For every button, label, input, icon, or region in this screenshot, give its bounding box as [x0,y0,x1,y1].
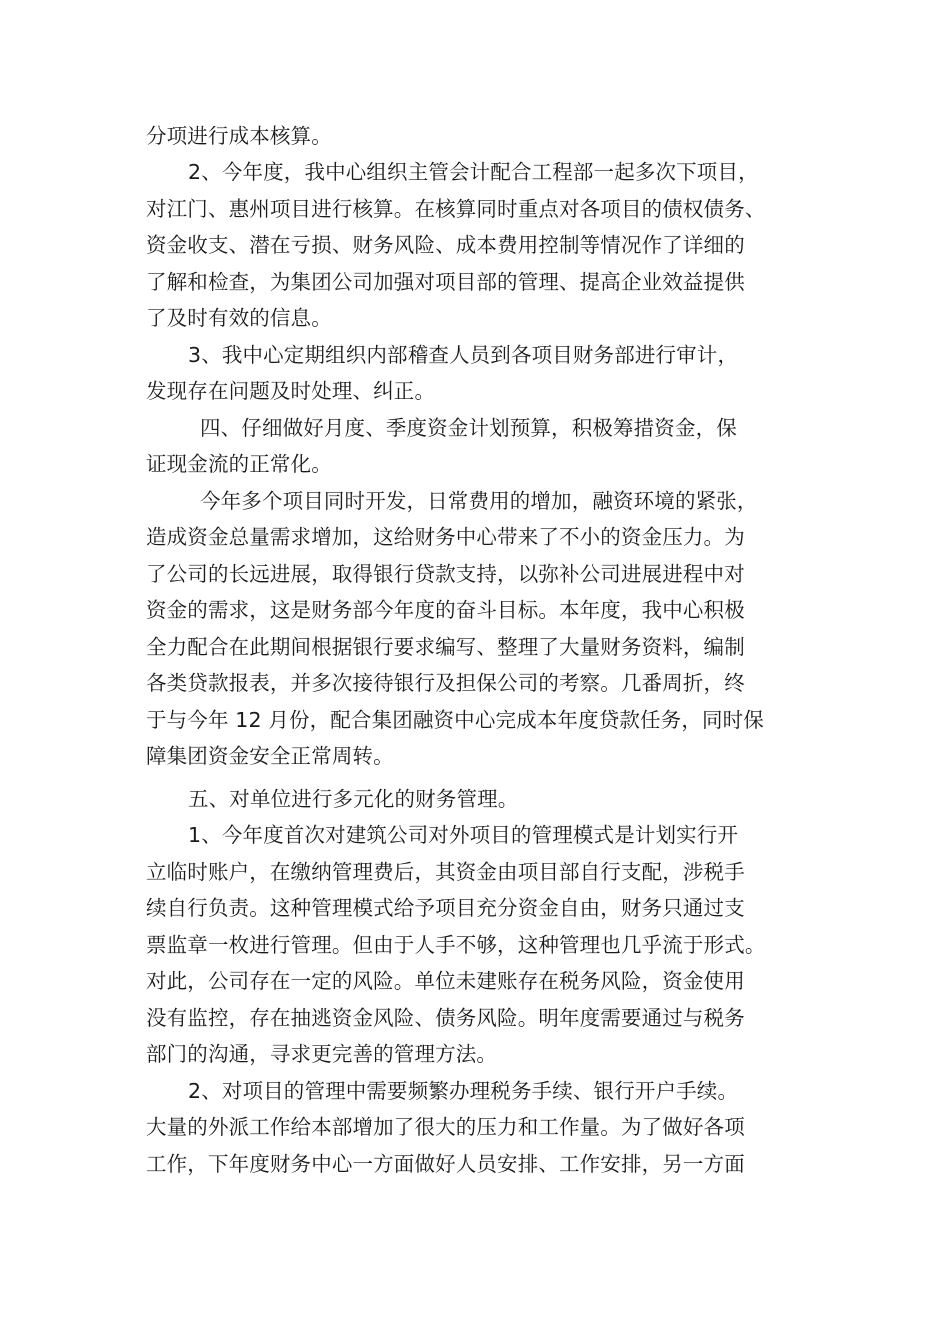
text-line: 分项进行成本核算。 [146,124,332,148]
text-line: 了解和检查，为集团公司加强对项目部的管理、提高企业效益提供 [146,270,745,294]
text-line: 资金收支、潜在亏损、财务风险、成本费用控制等情况作了详细的 [146,233,745,257]
text-line: 造成资金总量需求增加，这给财务中心带来了不小的资金压力。为 [146,525,745,549]
text-line: 2、今年度，我中心组织主管会计配合工程部一起多次下项目， [188,160,759,184]
text-line: 续自行负责。这种管理模式给予项目充分资金自由，财务只通过支 [146,896,745,920]
text-line: 部门的沟通，寻求更完善的管理方法。 [146,1042,498,1066]
text-line: 障集团资金安全正常周转。 [146,744,394,768]
text-line: 资金的需求，这是财务部今年度的奋斗目标。本年度，我中心积极 [146,598,745,622]
text-line: 全力配合在此期间根据银行要求编写、整理了大量财务资料，编制 [146,635,745,659]
text-line: 工作，下年度财务中心一方面做好人员安排、工作安排，另一方面 [146,1152,745,1176]
text-line: 对江门、惠州项目进行核算。在核算同时重点对各项目的债权债务、 [146,197,766,221]
text-line: 于与今年 12 月份，配合集团融资中心完成本年度贷款任务，同时保 [146,708,764,732]
text-line: 票监章一枚进行管理。但由于人手不够，这种管理也几乎流于形式。 [146,933,766,957]
text-line: 了及时有效的信息。 [146,306,332,330]
text-line: 2、对项目的管理中需要频繁办理税务手续、银行开户手续。 [188,1079,739,1103]
text-line: 各类贷款报表，并多次接待银行及担保公司的考察。几番周折，终 [146,671,745,695]
text-line: 立临时账户，在缴纳管理费后，其资金由项目部自行支配，涉税手 [146,860,745,884]
text-line: 了公司的长远进展，取得银行贷款支持，以弥补公司进展进程中对 [146,562,745,586]
text-line: 今年多个项目同时开发，日常费用的增加，融资环境的紧张， [200,489,758,513]
text-line: 对此，公司存在一定的风险。单位未建账存在税务风险，资金使用 [146,969,745,993]
text-line: 没有监控，存在抽逃资金风险、债务风险。明年度需要通过与税务 [146,1006,745,1030]
text-line: 证现金流的正常化。 [146,452,332,476]
text-line: 四、仔细做好月度、季度资金计划预算，积极筹措资金，保 [200,416,737,440]
text-line: 大量的外派工作给本部增加了很大的压力和工作量。为了做好各项 [146,1115,745,1139]
text-line: 3、我中心定期组织内部稽查人员到各项目财务部进行审计， [188,343,739,367]
text-line: 1、今年度首次对建筑公司对外项目的管理模式是计划实行开 [188,823,739,847]
text-line: 五、对单位进行多元化的财务管理。 [188,787,519,811]
text-line: 发现存在问题及时处理、纠正。 [146,379,436,403]
